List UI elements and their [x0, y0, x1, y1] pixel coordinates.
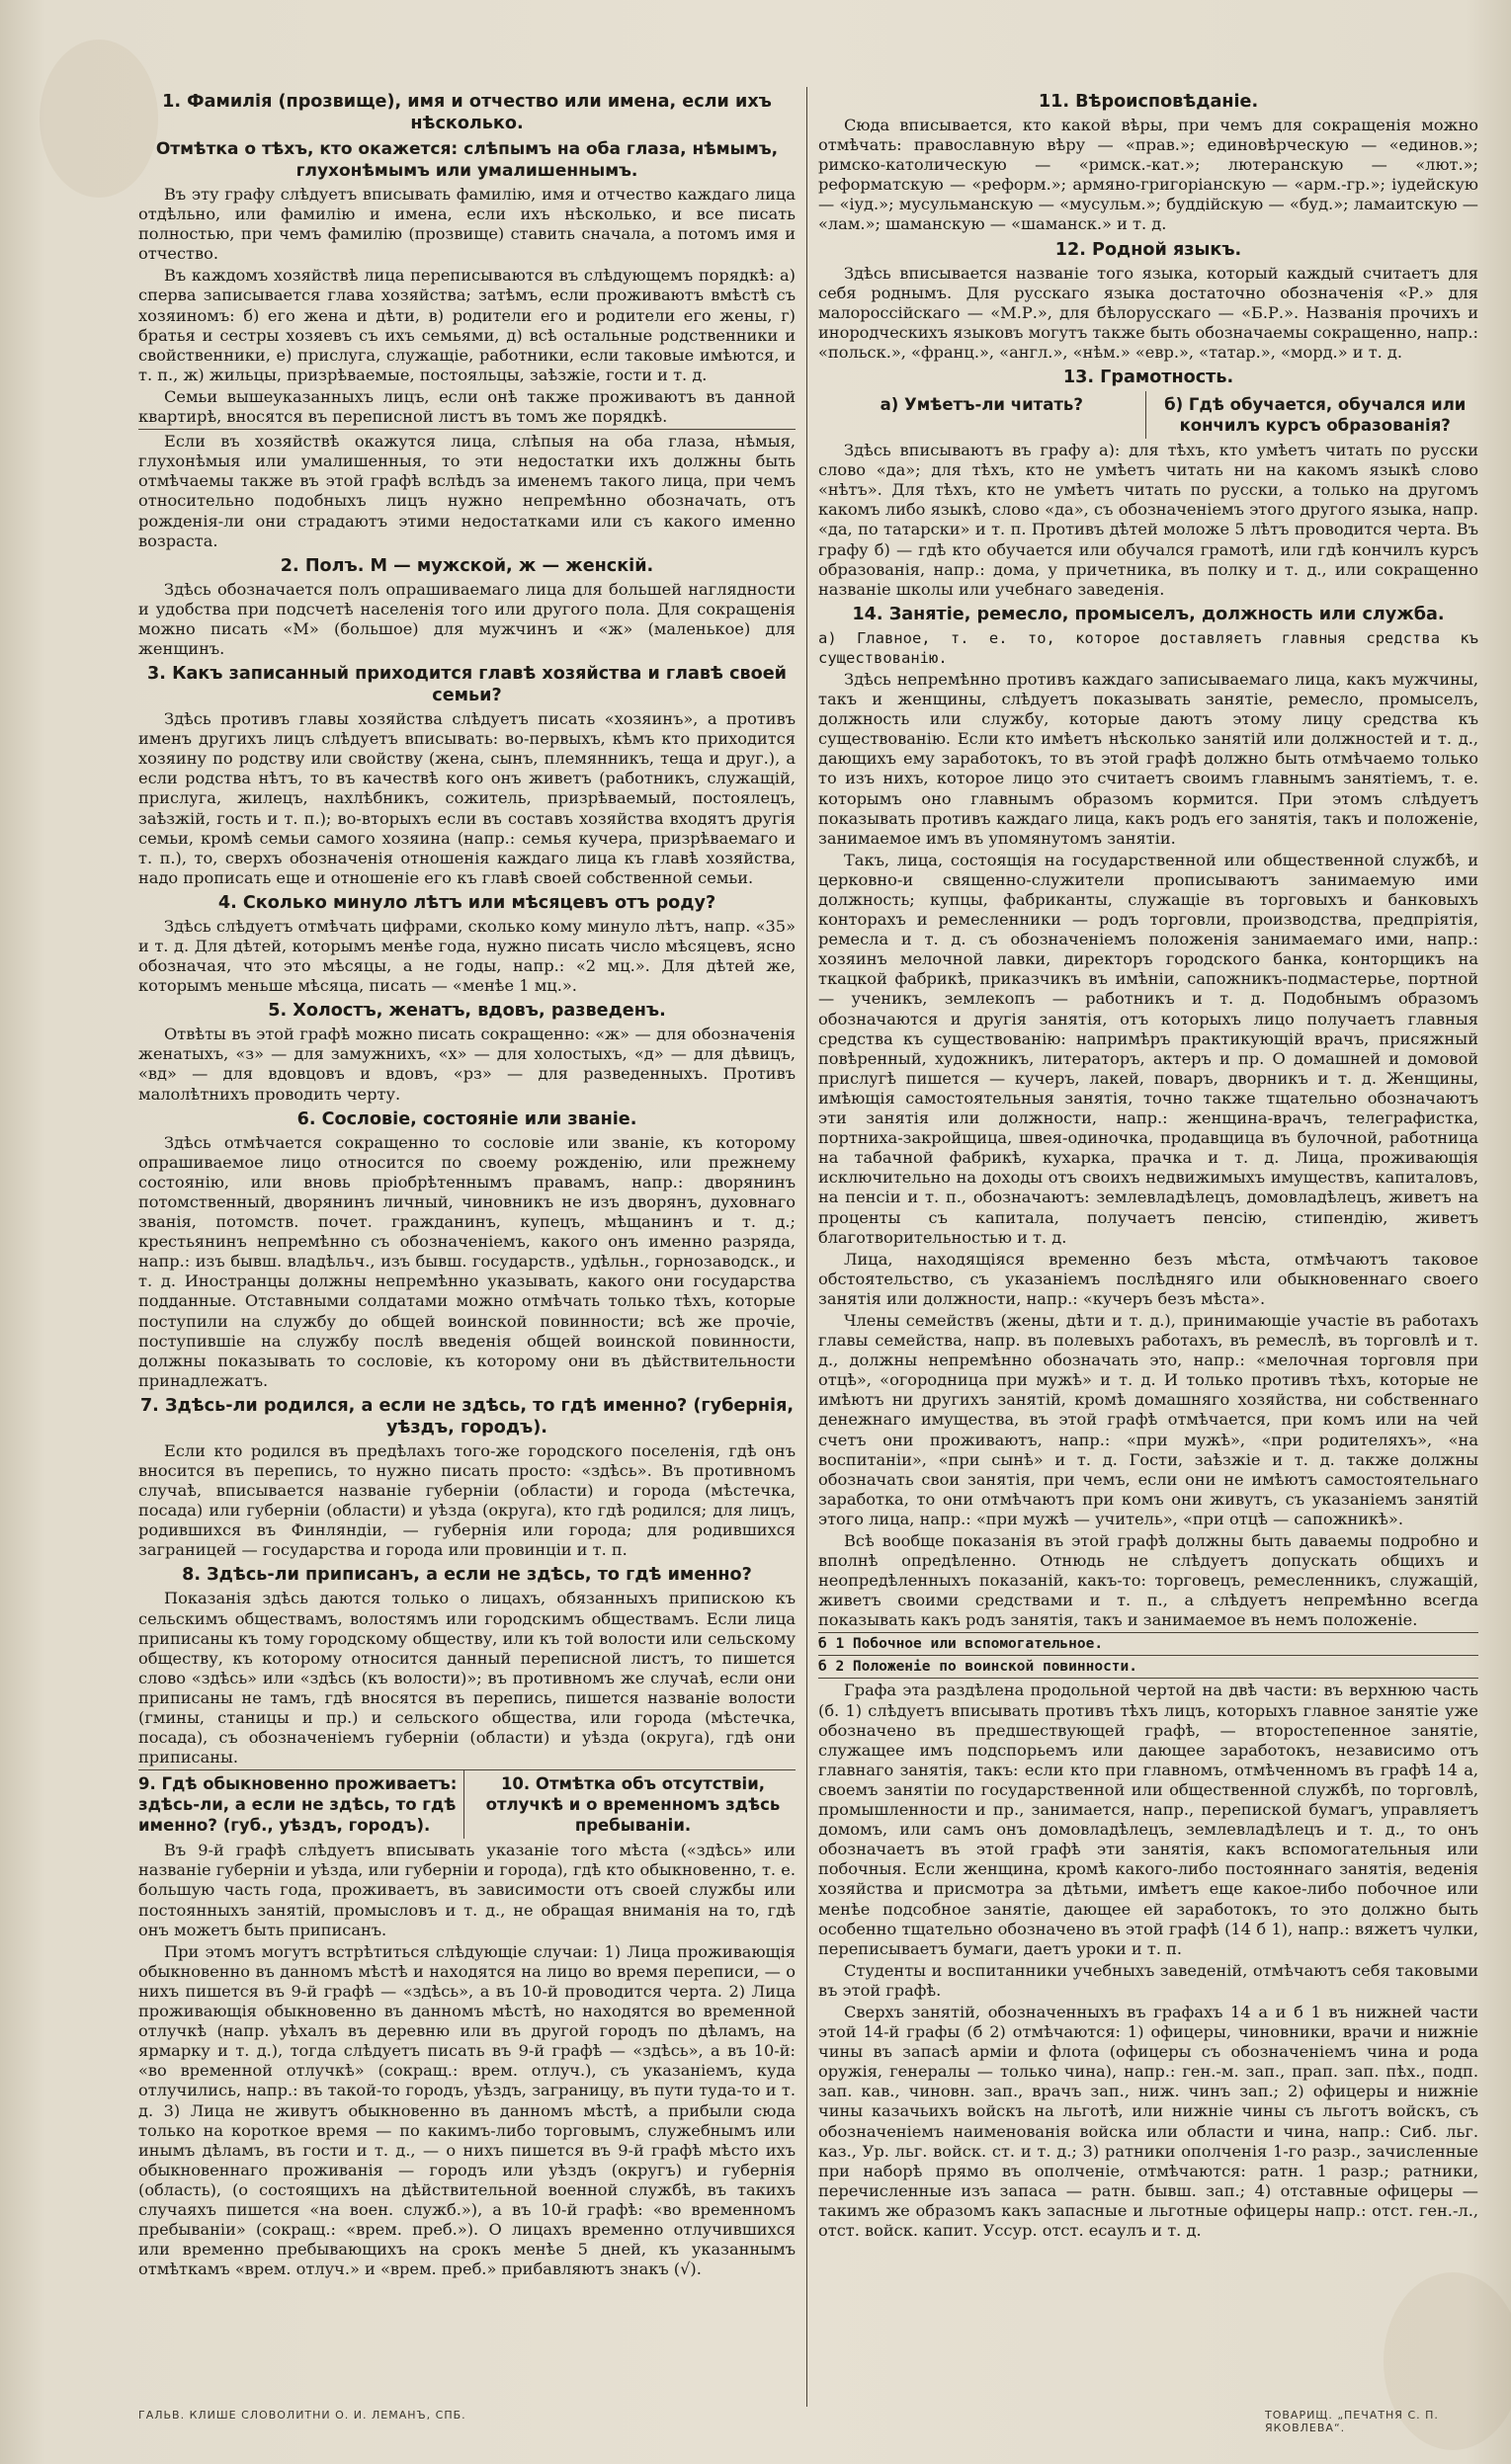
- section-14-paragraph: Члены семействъ (жены, дѣти и т. д.), принимающіе участіе въ работахъ главы семейства, напр. въ полевыхъ работахъ, въ ремеслѣ, въ торговлѣ и т. д., должны непремѣнно обозначать это, напр.: «мелочная торговля при отцѣ», «огородница при мужѣ» и т. д. И только противъ тѣхъ, которые не имѣютъ ни другихъ занятій, кромѣ домашняго хозяйства, ни собственнаго денежнаго имущества, въ этой графѣ отмѣчается, при комъ или на чей счетъ они проживаютъ, напр.: «при мужѣ», «при родителяхъ», «на воспитаніи», «при сынѣ» и т. д. Гости, заѣзжіе и т. д. также должны обозначать свои занятія, при чемъ, если они не имѣютъ самостоятельнаго заработка, то они отмѣчаютъ при комъ они живутъ, съ указаніемъ занятій этого лица, напр.: «при мужѣ — учитель», «при отцѣ — сапожникѣ».: [818, 1310, 1478, 1528]
- column-divider: [806, 87, 807, 2407]
- section-12-title: 12. Родной языкъ.: [1054, 239, 1242, 260]
- section-5-paragraph: Отвѣты въ этой графѣ можно писать сокращенно: «ж» — для обозначенія женатыхъ, «з» — для замужнихъ, «х» — для холостыхъ, «д» — для дѣвицъ, «вд» — для вдовцовъ и вдовъ, «рз» — для разведенныхъ. Противъ малолѣтнихъ проводить черту.: [138, 1025, 796, 1104]
- section-14-title: 14. Занятіе, ремесло, промыселъ, должность или служба.: [852, 604, 1445, 624]
- section-14-paragraph: Студенты и воспитанники учебныхъ заведеній, отмѣчаютъ себя таковыми въ этой графѣ.: [818, 1960, 1478, 2000]
- section-1-paragraph: Если въ хозяйствѣ окажутся лица, слѣпыя на оба глаза, нѣмыя, глухонѣмыя или умалишенныя, то эти недостатки ихъ должны быть отмѣчаемы также въ этой графѣ вслѣдъ за именемъ такого лица, при чемъ относительно подобныхъ лицъ нужно непремѣнно обозначать, отъ рожденія-ли они страдаютъ этими недостатками или съ какого именно возраста.: [138, 432, 796, 550]
- section-1-subtitle: Отмѣтка о тѣхъ, кто окажется: слѣпымъ на оба глаза, нѣмымъ, глухонѣмымъ или умалишеннымъ.: [155, 139, 779, 181]
- section-14-paragraph: Всѣ вообще показанія въ этой графѣ должны быть даваемы подробно и вполнѣ опредѣленно. Отнюдь не слѣдуетъ допускать общихъ и неопредѣленныхъ показаній, какъ-то: торговецъ, ремесленникъ, служащій, живетъ своими средствами и т. п., а слѣдуетъ непремѣнно всегда показывать какъ родъ занятія, такъ и занимаемое въ немъ положеніе.: [818, 1531, 1478, 1630]
- section-5-title: 5. Холостъ, женатъ, вдовъ, разведенъ.: [268, 1001, 666, 1022]
- section-13-columns: [818, 391, 1478, 439]
- section-7-paragraph: Если кто родился въ предѣлахъ того-же городского поселенія, гдѣ онъ вносится въ перепись, то нужно писать просто: «здѣсь». Въ противномъ случаѣ, вписывается названіе губерніи (области) и города (мѣстечка, посада) или губерніи (области) и уѣзда (округа), кто гдѣ родился; для лицъ, родившихся въ Финляндіи, — губернія или города; для родившихся заграницей — государства и города или провинціи и т. п.: [138, 1440, 796, 1560]
- section-14-paragraph: Лица, находящіяся временно безъ мѣста, отмѣчаютъ таковое обстоятельство, съ указаніемъ послѣдняго или обыкновеннаго своего занятія или должности, напр.: «кучеръ безъ мѣста».: [818, 1249, 1478, 1308]
- section-13-title: 13. Грамотность.: [1062, 368, 1234, 388]
- section-11-title: 11. Вѣроисповѣданіе.: [1038, 92, 1259, 112]
- divider: [818, 1678, 1478, 1679]
- section-6-title: 6. Сословіе, состояніе или званіе.: [296, 1109, 637, 1129]
- section-2-paragraph: Здѣсь обозначается полъ опрашиваемаго лица для большей наглядности и удобства при подсчетѣ населенія того или другого пола. Для сокращенія можно писать «М» (большое) для мужчинъ и «ж» (маленькое) для женщинъ.: [138, 579, 796, 658]
- divider: [818, 1632, 1478, 1633]
- section-14b1-subtitle: б 1 Побочное или вспомогательное.: [818, 1636, 1104, 1653]
- section-4-paragraph: Здѣсь слѣдуетъ отмѣчать цифрами, сколько кому минуло лѣтъ, напр. «35» и т. д. Для дѣтей, которымъ менѣе года, нужно писать число мѣсяцевъ, ясно обозначая, что это мѣсяцы, а не годы, напр.: «2 мц.». Для дѣтей же, которымъ меньше мѣсяца, писать — «менѣе 1 мц.».: [138, 916, 796, 996]
- section-3-paragraph: Здѣсь противъ главы хозяйства слѣдуетъ писать «хозяинъ», а противъ именъ другихъ лицъ слѣдуетъ вписывать: во-первыхъ, кѣмъ кто приходится хозяину по родству или свойству (жена, сынъ, племянникъ, теща и друг.), а если родства нѣтъ, то въ качествѣ кого онъ живетъ (работникъ, служащій, прислуга, жилецъ, нахлѣбникъ, сожитель, призрѣваемый, постоялецъ, заѣзжій, гость и т. п.); во-вторыхъ если въ составъ хозяйства входятъ другія семьи, кромѣ семьи самого хозяина (напр.: семья кучера, призрѣваемаго и т. п.), то, сверхъ обозначенія отношенія каждаго лица къ главѣ хозяйства, надо прописать еще и отношеніе его къ главѣ своей собственной семьи.: [138, 709, 796, 887]
- section-9-10-header: [138, 1769, 796, 1839]
- printer-credit-left: ГАЛЬВ. КЛИШЕ СЛОВОЛИТНИ О. И. ЛЕМАНЪ, СПБ.: [138, 2409, 466, 2422]
- section-2-title: 2. Полъ. М — мужской, ж — женскій.: [280, 555, 654, 576]
- section-3-title: 3. Какъ записанный приходится главѣ хозяйства и главѣ своей семьи?: [147, 664, 787, 706]
- section-8-paragraph: Показанія здѣсь даются только о лицахъ, обязанныхъ припискою къ сельскимъ обществамъ, волостямъ или городскимъ обществамъ. Если лица приписаны къ тому городскому обществу, или къ той волости или сельскому обществу, къ которому относится данный переписной листъ, то пишется слово «здѣсь» или «здѣсь (къ волости)»; въ противномъ же случаѣ, если они приписаны не тамъ, гдѣ вносятся въ перепись, пишется названіе волости (гмины, станицы и пр.) и сельского общества, или города (мѣстечка, посада), съ обозначеніемъ губерніи (области) и уѣзда (округа), гдѣ они приписаны.: [138, 1589, 796, 1767]
- divider: [818, 1655, 1478, 1656]
- section-10-title: 10. Отмѣтка объ отсутствіи, отлучкѣ и о временномъ здѣсь пребываніи.: [485, 1774, 781, 1836]
- section-13a-title: а) Умѣетъ-ли читать?: [880, 395, 1083, 415]
- divider: [138, 429, 796, 430]
- section-14-paragraph: Графа эта раздѣлена продольной чертой на двѣ части: въ верхнюю часть (б. 1) слѣдуетъ вписывать противъ тѣхъ лицъ, которыхъ главное занятіе уже обозначено въ предшествующей графѣ, — второстепенное занятіе, служащее имъ подспорьемъ или дающее заработокъ, независимо отъ главнаго занятія, такъ: если кто при главномъ, отмѣченномъ въ графѣ 14 а, своемъ занятіи по государственной или общественной службѣ, по торговлѣ, промышленности и пр., занимается, напр., перепиской бумагъ, управляетъ домомъ, или самъ онъ домовладѣлецъ, землевладѣлецъ и т. д., то онъ обозначаетъ въ этой графѣ эти занятія, какъ вспомогательныя или побочныя. Если женщина, кромѣ какого-либо постояннаго занятія, веденія хозяйства и присмотра за дѣтьми, имѣетъ еще какое-либо побочное или менѣе подсобное занятіе, дающее ей заработокъ, то это должно быть особенно тщательно обозначено въ этой графѣ (14 б 1), напр.: вяжетъ чулки, переписываетъ бумаги, даетъ уроки и т. п.: [818, 1681, 1478, 1958]
- section-1-paragraph: Въ каждомъ хозяйствѣ лица переписываются въ слѣдующемъ порядкѣ: а) сперва записывается глава хозяйства; затѣмъ, если проживаютъ вмѣстѣ съ хозяиномъ: б) его жена и дѣти, в) родители его и родители его жены, г) братья и сестры хозяевъ съ ихъ семьями, д) всѣ остальные родственники и свойственники, е) прислуга, служащіе, работники, если таковые имѣются, и т. п., ж) жильцы, призрѣваемые, постояльцы, заѣзжіе, гости и т. д.: [138, 266, 796, 384]
- section-14-paragraph: Такъ, лица, состоящія на государственной или общественной службѣ, и церковно-и священно-служители прописываютъ занимаемую ими должность; купцы, фабриканты, служащіе въ торговыхъ и банковыхъ конторахъ и ремесленники — родъ торговли, производства, предпріятія, ремесла и т. д. съ обозначеніемъ положенія занимаемаго ими, напр.: хозяинъ мелочной лавки, директоръ городского банка, конторщикъ на ткацкой фабрикѣ, приказчикъ въ имѣніи, сапожникъ-подмастерье, портной — ученикъ, землекопъ — работникъ и т. д. Подобнымъ образомъ обозначаются и другія занятія, отъ которыхъ лицо получаетъ главныя средства къ существованію: напримѣръ практикующій врачъ, присяжный повѣренный, художникъ, литераторъ, актеръ и пр. О домашней и домовой прислугѣ пишется — кучеръ, лакей, поваръ, дворникъ и т. д. Женщины, имѣющія самостоятельныя занятія, точно также тщательно обозначаютъ эти занятія или должности, напр.: женщина-врачъ, телеграфистка, портниха-закройщица, швея-одиночка, продавщица въ булочной, работница на табачной фабрикѣ, кухарка, прачка и т. д. Лица, проживающія исключительно на доходы отъ своихъ недвижимыхъ имуществъ, капиталовъ, на пенсіи и т. п., обозначаютъ: землевладѣлецъ, домовладѣлецъ, живетъ на проценты съ капитала, получаетъ пенсію, стипендію, живетъ благотворительностью и т. д.: [818, 850, 1478, 1247]
- section-9-paragraph: При этомъ могутъ встрѣтиться слѣдующіе случаи: 1) Лица проживающія обыкновенно въ данномъ мѣстѣ и находятся на лицо во время переписи, — о нихъ пишется въ 9-й графѣ — «здѣсь», а въ 10-й проводится черта. 2) Лица проживающія обыкновенно въ данномъ мѣстѣ, но находятся во временной отлучкѣ (напр. уѣхалъ въ деревню или въ другой городъ по дѣламъ, на ярмарку и т. д.), тогда слѣдуетъ писать въ 9-й графѣ — «здѣсь», а въ 10-й: «во временной отлучкѣ» (сокращ.: врем. отлуч.), съ указаніемъ, куда отлучились, напр.: въ такой-то городъ, уѣздъ, заграницу, въ пути туда-то и т. д. 3) Лица не живутъ обыкновенно въ данномъ мѣстѣ, а прибыли сюда только на короткое время — по какимъ-либо торговымъ, служебнымъ или инымъ дѣламъ, въ гости и т. д., — о нихъ пишется въ 9-й графѣ мѣсто ихъ обыкновеннаго проживанія — городъ или уѣздъ (округъ) и губернія (область), (о состоящихъ на дѣйствительной военной службѣ, въ такихъ случаяхъ пишется «на воен. служб.»), а въ 10-й графѣ: «во временномъ пребываніи» (сокращ.: «врем. преб.»). О лицахъ временно отлучившихся или временно пребывающихъ на срокъ менѣе 5 дней, къ указаннымъ отмѣткамъ «врем. отлуч.» и «врем. преб.» прибавляютъ знакъ (√).: [138, 1941, 796, 2279]
- right-column: [818, 87, 1478, 2243]
- section-6-paragraph: Здѣсь отмѣчается сокращенно то сословіе или званіе, къ которому опрашиваемое лицо относится по своему рожденію, или прежнему состоянію, или вновь пріобрѣтеннымъ правамъ, напр.: дворянинъ потомственный, дворянинъ личный, чиновникъ не изъ дворянъ, духовнаго званія, потомств. почет. гражданинъ, купецъ, мѣщанинъ и т. д.; крестьянинъ непремѣнно съ обозначеніемъ, какого онъ именно разряда, напр.: изъ бывш. владѣльч., изъ бывш. государств., удѣльн., горнозаводск., и т. д. Иностранцы должны непремѣнно указывать, какого они государства подданные. Отставными солдатами можно отмѣчать только тѣхъ, которые поступили на службу до общей воинской повинности; всѣ же прочіе, поступившіе на службу послѣ введенія общей воинской повинности, должны показывать то сословіе, къ которому они въ дѣйствительности принадлежатъ.: [138, 1132, 796, 1390]
- section-13-paragraph: Здѣсь вписываютъ въ графу а): для тѣхъ, кто умѣетъ читать по русски слово «да»; для тѣхъ, кто не умѣетъ читать ни на какомъ языкѣ слово «нѣтъ». Для тѣхъ, кто не умѣетъ читать по русски, а только на другомъ какомъ либо языкѣ, слово «да», съ обозначеніемъ этого другого языка, напр. «да, по татарски» и т. п. Противъ дѣтей моложе 5 лѣтъ проводится черта. Въ графу б) — гдѣ кто обучается или обучался грамотѣ, или гдѣ кончилъ курсъ образованія, напр.: дома, у причетника, въ полку и т. д., или сокращенно названіе школы или учебнаго заведенія.: [818, 441, 1478, 599]
- section-14a-subtitle: а) Главное, т. е. то, которое доставляетъ главныя средства къ существованію.: [818, 628, 1478, 667]
- section-1-title: 1. Фамилія (прозвище), имя и отчество или имена, если ихъ нѣсколько.: [162, 92, 772, 133]
- left-column: [138, 87, 796, 2281]
- section-9-paragraph: Въ 9-й графѣ слѣдуетъ вписывать указаніе того мѣста («здѣсь» или названіе губерніи и уѣзда, или губерніи и города), гдѣ кто обыкновенно, т. е. большую часть года, проживаетъ, въ зависимости отъ своей службы или постоянныхъ занятій, промысловъ и т. д., не обращая вниманія на то, гдѣ онъ можетъ быть приписанъ.: [138, 1841, 796, 1939]
- section-14-paragraph: Здѣсь непремѣнно противъ каждаго записываемаго лица, какъ мужчины, такъ и женщины, слѣдуетъ показывать занятіе, ремесло, промыселъ, должность или службу, которые даютъ этому лицу средства къ существованію. Если кто имѣетъ нѣсколько занятій или должностей и т. д., дающихъ ему заработокъ, то въ этой графѣ должно быть отмѣчаемо только то изъ нихъ, которое лицо это считаетъ своимъ главнымъ занятіемъ, т. е. которымъ оно главнымъ образомъ кормится. При этомъ слѣдуетъ показывать противъ каждаго лица, какъ родъ его занятія, такъ и положеніе, занимаемое имъ въ упомянутомъ занятіи.: [818, 669, 1478, 848]
- section-1-paragraph: Семьи вышеуказанныхъ лицъ, если онѣ также проживаютъ въ данной квартирѣ, вносятся въ переписной листъ въ томъ же порядкѣ.: [138, 386, 796, 427]
- section-7-title: 7. Здѣсь-ли родился, а если не здѣсь, то гдѣ именно? (губернія, уѣздъ, городъ).: [139, 1395, 795, 1437]
- printer-credit-right: ТОВАРИЩ. „ПЕЧАТНЯ С. П. ЯКОВЛЕВА“.: [1265, 2409, 1439, 2434]
- section-13b-title: б) Гдѣ обучается, обучался или кончилъ курсъ образованія?: [1164, 395, 1467, 436]
- section-14b2-subtitle: б 2 Положеніе по воинской повинности.: [818, 1659, 1138, 1676]
- section-12-paragraph: Здѣсь вписывается названіе того языка, который каждый считаетъ для себя роднымъ. Для русскаго языка достаточно обозначенія «Р.» для малороссійскаго — «М.Р.», для бѣлорусскаго — «Б.Р.». Названія прочихъ и инородческихъ языковъ могутъ также быть обозначаемы сокращенно, напр.: «польск.», «франц.», «англ.», «нѣм.» «евр.», «татар.», «морд.» и т. д.: [818, 263, 1478, 362]
- section-1-paragraph: Въ эту графу слѣдуетъ вписывать фамилію, имя и отчество каждаго лица отдѣльно, или фамилію и имена, если ихъ нѣсколько, и все писать полностью, при чемъ фамилію (прозвище) ставить сначала, а потомъ имя и отчество.: [138, 185, 796, 264]
- section-11-paragraph: Сюда вписывается, кто какой вѣры, при чемъ для сокращенія можно отмѣчать: православную вѣру — «прав.»; единовѣрческую — «единов.»; римско-католическую — «римск.-кат.»; лютеранскую — «лют.»; реформатскую — «реформ.»; армяно-григоріанскую — «арм.-гр.»; іудейскую — «іуд.»; мусульманскую — «мусульм.»; буддійскую — «буд.»; ламаитскую — «лам.»; шаманскую — «шаманск.» и т. д.: [818, 116, 1478, 234]
- section-9-title: 9. Гдѣ обыкновенно проживаетъ: здѣсь-ли, а если не здѣсь, то гдѣ именно? (губ., уѣздъ, городъ).: [138, 1774, 458, 1836]
- section-14-paragraph: Сверхъ занятій, обозначенныхъ въ графахъ 14 а и б 1 въ нижней части этой 14-й графы (б 2) отмѣчаются: 1) офицеры, чиновники, врачи и нижніе чины въ запасѣ арміи и флота (офицеры съ обозначеніемъ чина и рода оружія, генералы — только чина), напр.: ген.-м. зап., прап. зап. пѣх., подп. зап. кав., чиновн. зап., врачъ зап., ниж. чинъ зап.; 2) офицеры и нижніе чины казачьихъ войскъ на льготѣ, или нижніе чины съ льготъ войскъ, съ обозначеніемъ наименованія войска или области и чина, напр.: Сиб. льг. каз., Ур. льг. войск. ст. и т. д.; 3) ратники ополченія 1-го разр., зачисленные при наборѣ прямо въ ополченіе, отмѣчаются: ратн. 1 разр.; ратники, перечисленные изъ запаса — ратн. бывш. зап.; 4) отставные офицеры — такимъ же образомъ какъ запасные и льготные офицеры напр.: отст. ген.-л., отст. войск. капит. Уссур. отст. есаулъ и т. д.: [818, 2002, 1478, 2240]
- section-8-title: 8. Здѣсь-ли приписанъ, а если не здѣсь, то гдѣ именно?: [182, 1565, 752, 1586]
- section-4-title: 4. Сколько минуло лѣтъ или мѣсяцевъ отъ роду?: [217, 892, 716, 913]
